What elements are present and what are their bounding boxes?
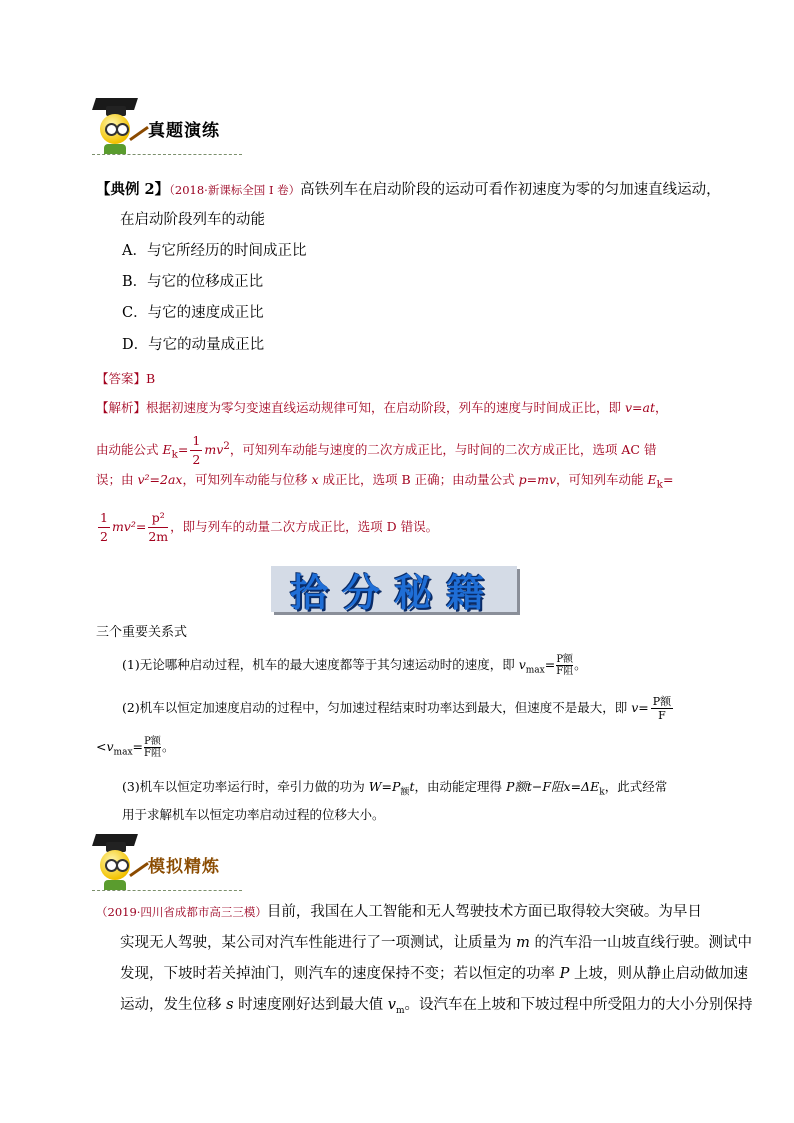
option-d: D．与它的动量成正比 xyxy=(122,337,265,353)
practice-line3: 发现，下坡时若关掉油门，则汽车的速度保持不变；若以恒定的功率 P 上坡，则从静止启动做加速 xyxy=(120,966,748,982)
answer-value: B xyxy=(146,371,156,386)
analysis-line4: $\frac{1}{2}$ mv²= $\frac{\text{p²}}{2m}$ ，即与列车的动量二次方成正比，选项 D 错误。 xyxy=(100,510,439,544)
practice-line4: 运动，发生位移 s 时速度刚好达到最大值 $v_m$。设汽车在上坡和下坡过程中所受阻力的大小分别保持 xyxy=(120,997,753,1016)
fraction-half: $\frac{1}{2}$ xyxy=(192,433,201,468)
tip-2: (2)机车以恒定加速度启动的过程中，匀加速过程结束时功率达到最大，但速度不是最大，即 v= $\frac{\text{P额}}{F}$ xyxy=(122,695,672,722)
tip-1: (1)无论哪种启动过程，机车的最大速度都等于其匀速运动时的速度，即 $v_{max}=$ P额 F阻 。 xyxy=(122,654,587,677)
practice-source: （2019·四川省成都市高三三模） xyxy=(96,905,267,919)
analysis-line3: 误；由 v²=2ax，可知列车动能与位移 x 成正比，选项 B 正确；由动量公式 p=mv，可知列车动能 $E_k=$ xyxy=(96,472,674,491)
analysis-line1: 【解析】根据初速度为零匀变速直线运动规律可知，在启动阶段，列车的速度与时间成正比，即 v=at， xyxy=(96,400,668,415)
banner-text: 拾分秘籍 xyxy=(289,570,498,615)
practice-line1: （2019·四川省成都市高三三模）目前，我国在人工智能和无人驾驶技术方面已取得较大突破。为早日 xyxy=(96,904,702,920)
example-stem-line2: 在启动阶段列车的动能 xyxy=(120,212,265,228)
tips-heading: 三个重要关系式 xyxy=(96,625,188,640)
section-header-moni xyxy=(92,832,242,894)
analysis-label: 【解析】 xyxy=(96,400,147,415)
option-c: C．与它的速度成正比 xyxy=(122,305,264,321)
analysis-line2: 由动能公式 $E_k=$ $\frac{1}{2}$ $mv^2$，可知列车动能与速度的二次方成正比，与时间的二次方成正比，选项 AC 错 xyxy=(96,433,657,468)
tip-3: (3)机车以恒定功率运行时，牵引力做的功为 $W=P_额t$，由动能定理得 P额t−F阻$x=\Delta E_k$，此式经常 xyxy=(122,779,668,798)
tip-2-cont: $<v_{max}=$ P额 F阻 。 xyxy=(96,736,175,759)
option-a: A．与它所经历的时间成正比 xyxy=(122,243,307,259)
pointer-stick-icon xyxy=(129,862,149,877)
fraction-p-over-f: P额 F阻 xyxy=(556,654,574,677)
answer-line xyxy=(96,369,155,389)
example-stem-line1: 【典例 2】（2018·新课标全国 I 卷）高铁列车在启动阶段的运动可看作初速度为零的匀加速直线运动， xyxy=(96,181,721,198)
fraction-p2-2m: $\frac{\text{p²}}{2m}$ xyxy=(148,510,169,544)
fraction-p-over-f-2: $\frac{\text{P额}}{F}$ xyxy=(652,695,672,722)
section-header-zhenti xyxy=(92,96,242,158)
section-title: 模拟精炼 xyxy=(148,857,220,877)
practice-line2: 实现无人驾驶，某公司对汽车性能进行了一项测试，让质量为 m 的汽车沿一山坡直线行驶。测试中 xyxy=(120,935,752,951)
pointer-stick-icon xyxy=(129,126,149,141)
option-b: B．与它的位移成正比 xyxy=(122,274,264,290)
banner-shifen-miji xyxy=(271,566,517,615)
section-title: 真题演练 xyxy=(148,121,220,141)
fraction-half-2: $\frac{1}{2}$ xyxy=(100,510,108,544)
example-label: 【典例 2】 xyxy=(96,181,170,198)
example-source: （2018·新课标全国 I 卷） xyxy=(169,183,301,197)
fraction-p-over-f-3: P额 F阻 xyxy=(144,736,161,759)
tip-3-cont: 用于求解机车以恒定功率启动过程的位移大小。 xyxy=(122,807,385,822)
answer-label: 【答案】 xyxy=(96,371,147,386)
